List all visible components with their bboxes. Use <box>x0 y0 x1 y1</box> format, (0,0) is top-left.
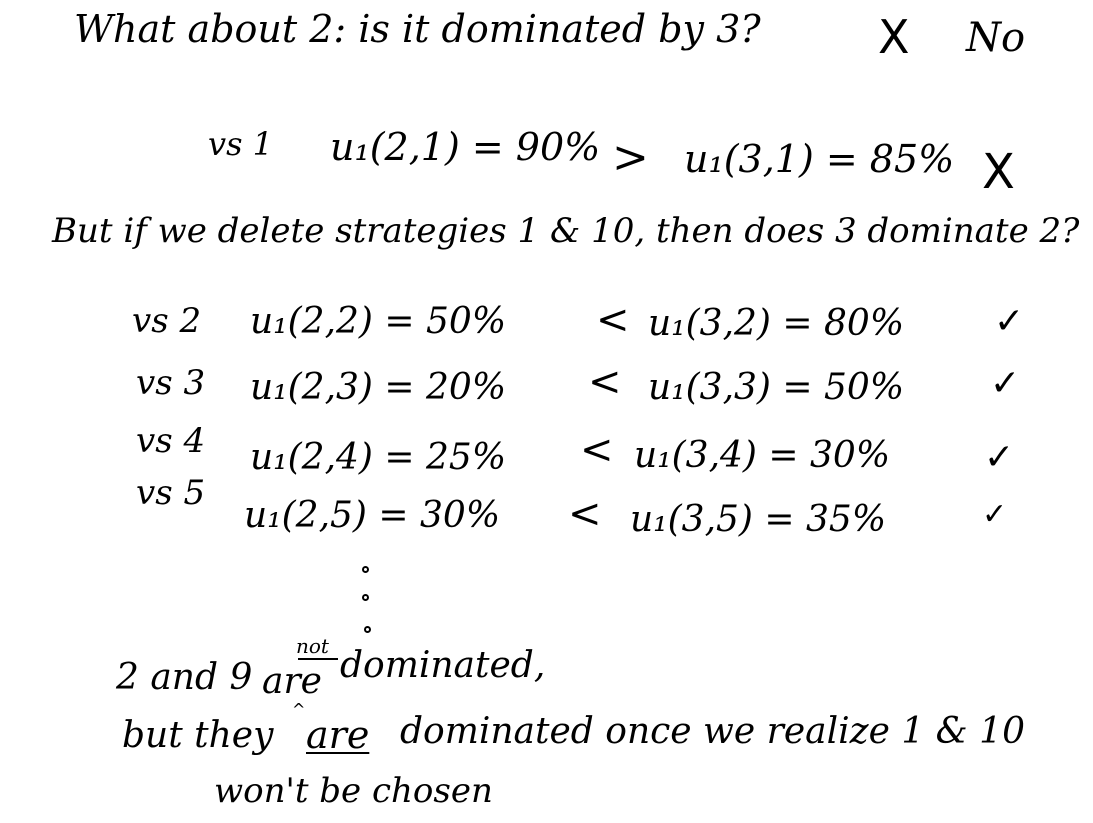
conclusion-line2-end: dominated once we realize 1 & 10 <box>400 711 1025 752</box>
conclusion-line2-start: but they <box>122 715 274 756</box>
conclusion-line1-are: are <box>262 661 322 702</box>
heading-question: What about 2: is it dominated by 3? <box>74 7 761 51</box>
comparison-lhs: u₁(2,5) = 30% <box>244 495 501 536</box>
ellipsis-dot <box>364 626 371 633</box>
vs1-rhs: u₁(3,1) = 85% <box>684 137 955 181</box>
insertion-caret-icon: ^ <box>292 700 306 719</box>
comparison-label: vs 3 <box>136 363 206 403</box>
vs1-cross-mark: X <box>982 144 1015 200</box>
comparison-lhs: u₁(2,3) = 20% <box>250 367 507 408</box>
delete-question: But if we delete strategies 1 & 10, then does 3 dominate 2? <box>52 211 1080 251</box>
checkmark-icon: ✓ <box>994 301 1025 342</box>
vs1-lhs: u₁(2,1) = 90% <box>330 125 601 169</box>
comparison-rhs: u₁(3,3) = 50% <box>648 367 905 408</box>
comparison-rhs: u₁(3,5) = 35% <box>630 499 887 540</box>
checkmark-icon: ✓ <box>990 363 1021 404</box>
conclusion-line3: won't be chosen <box>214 771 493 811</box>
heading-answer: No <box>966 15 1026 61</box>
comparison-relation: < <box>568 491 602 537</box>
comparison-lhs: u₁(2,2) = 50% <box>250 301 507 342</box>
comparison-label: vs 5 <box>136 473 206 513</box>
comparison-relation: < <box>588 359 622 405</box>
comparison-relation: < <box>596 297 630 343</box>
ellipsis-dot <box>362 594 369 601</box>
comparison-relation: < <box>580 427 614 473</box>
inserted-word-not: not <box>296 634 329 658</box>
vs1-relation: > <box>612 132 649 183</box>
heading-cross-mark: X <box>878 10 910 64</box>
vs1-label: vs 1 <box>208 125 274 163</box>
checkmark-icon: ✓ <box>982 497 1008 532</box>
ellipsis-dot <box>362 566 369 573</box>
comparison-label: vs 2 <box>132 301 202 341</box>
conclusion-line1-start: 2 and 9 <box>116 657 253 698</box>
comparison-rhs: u₁(3,4) = 30% <box>634 435 891 476</box>
comparison-label: vs 4 <box>136 421 206 461</box>
comparison-rhs: u₁(3,2) = 80% <box>648 303 905 344</box>
insertion-bar <box>298 658 338 660</box>
conclusion-line1-end: dominated, <box>340 645 546 686</box>
conclusion-line2-are: are <box>306 713 370 757</box>
checkmark-icon: ✓ <box>984 437 1015 478</box>
comparison-lhs: u₁(2,4) = 25% <box>250 437 507 478</box>
